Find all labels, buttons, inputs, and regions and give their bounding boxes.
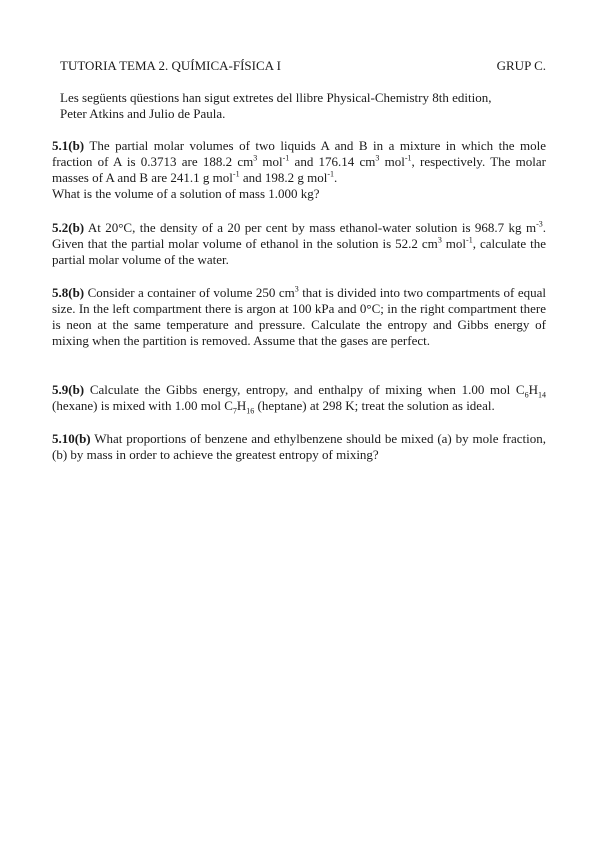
superscript: -1 bbox=[282, 153, 290, 163]
question-text: H bbox=[528, 382, 538, 397]
superscript: -1 bbox=[404, 153, 412, 163]
superscript: -1 bbox=[327, 169, 334, 179]
superscript: -1 bbox=[466, 235, 473, 245]
question-text: , respectively. The molar masses of A and B are 241.1 g mol bbox=[52, 154, 546, 185]
question-text: mol bbox=[441, 236, 467, 251]
subscript: 14 bbox=[538, 390, 546, 400]
question-text: The partial molar volumes of two liquids A and B in a mixture in which the mole fraction of A is 0.3713 are 188.2 cm bbox=[52, 138, 546, 169]
superscript: 3 bbox=[375, 153, 380, 163]
subscript: 7 bbox=[232, 406, 237, 416]
question-text: . bbox=[334, 170, 338, 185]
question-5-10 bbox=[52, 431, 546, 463]
superscript: 3 bbox=[294, 284, 299, 294]
question-text: mol bbox=[379, 154, 405, 169]
question-number: 5.2(b) bbox=[52, 220, 85, 235]
question-text: mol bbox=[257, 154, 283, 169]
question-number: 5.9(b) bbox=[52, 382, 85, 397]
question-text: and 198.2 g mol bbox=[239, 170, 328, 185]
intro-line-2: Peter Atkins and Julio de Paula. bbox=[60, 106, 226, 121]
subscript: 6 bbox=[524, 390, 529, 400]
question-text: H bbox=[236, 398, 247, 413]
intro-line-1: Les següents qüestions han sigut extretes del llibre Physical-Chemistry 8th edition, bbox=[60, 90, 492, 105]
question-text: Consider a container of volume 250 cm bbox=[84, 285, 295, 300]
question-5-9 bbox=[52, 382, 546, 414]
question-text: , calculate the partial molar volume of the water. bbox=[52, 236, 546, 267]
question-text: that is divided into two compartments of equal size. In the left compartment there is argon at 100 kPa and 0°C; in the right compartment there is neon at the same temperature and pressure. Calculate the entropy and Gibbs energy of mixing when the partition is removed. Assume that the gases are perfect. bbox=[52, 285, 546, 348]
question-number: 5.10(b) bbox=[52, 431, 91, 446]
superscript: -1 bbox=[232, 169, 240, 179]
question-text: and 176.14 cm bbox=[289, 154, 376, 169]
subscript: 16 bbox=[246, 406, 255, 416]
superscript: 3 bbox=[437, 235, 442, 245]
question-5-1 bbox=[52, 138, 546, 202]
question-5-2 bbox=[52, 220, 546, 268]
question-text: . Given that the partial molar volume of ethanol in the solution is 52.2 cm bbox=[52, 220, 546, 251]
header-group: GRUP C. bbox=[496, 58, 546, 73]
question-text: At 20°C, the density of a 20 per cent by mass ethanol-water solution is 968.7 kg m bbox=[84, 220, 537, 235]
page-header bbox=[60, 58, 546, 74]
superscript: -3 bbox=[536, 219, 543, 229]
question-text: What proportions of benzene and ethylbenzene should be mixed (a) by mole fraction, (b) by mass in order to achieve the greatest entropy of mixing? bbox=[52, 431, 546, 462]
intro-paragraph bbox=[60, 90, 546, 122]
question-text: (heptane) at 298 K; treat the solution as ideal. bbox=[254, 398, 495, 413]
header-title: TUTORIA TEMA 2. QUÍMICA-FÍSICA I bbox=[60, 58, 281, 73]
question-number: 5.1(b) bbox=[52, 138, 85, 153]
question-text: What is the volume of a solution of mass 1.000 kg? bbox=[52, 186, 320, 201]
question-text: (hexane) is mixed with 1.00 mol C bbox=[52, 398, 233, 413]
question-5-8 bbox=[52, 285, 546, 349]
question-text: Calculate the Gibbs energy, entropy, and enthalpy of mixing when 1.00 mol C bbox=[84, 382, 525, 397]
question-number: 5.8(b) bbox=[52, 285, 85, 300]
superscript: 3 bbox=[253, 153, 258, 163]
